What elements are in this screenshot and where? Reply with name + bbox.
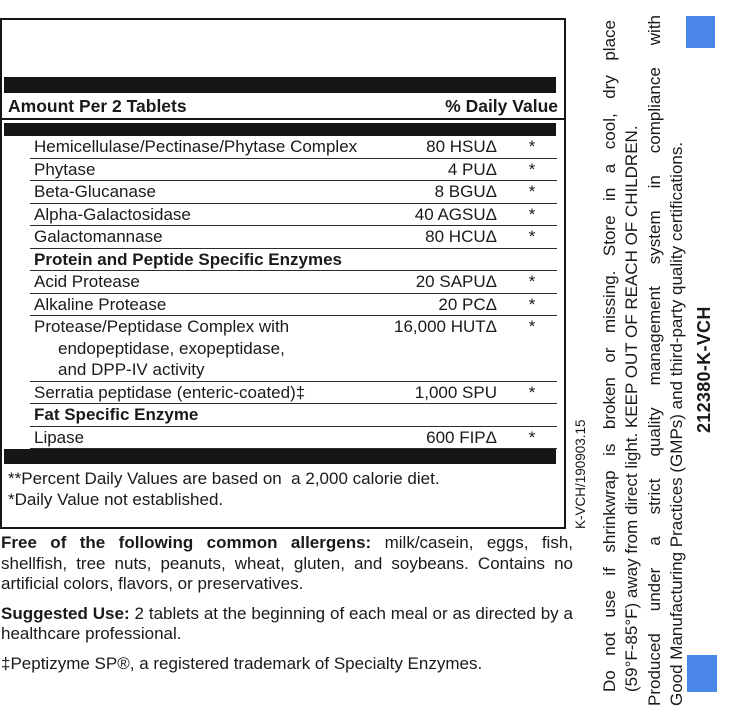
panel-top-spacer	[2, 20, 564, 77]
row-daily-value: *	[528, 182, 536, 201]
row-name: Alpha-Galactosidase	[34, 204, 191, 224]
allergen-statement-body: milk/casein, eggs, fish, shellfish, tree nuts, peanuts, wheat, gluten, and soybeans. Contains no artificial colors, flavors, or preservatives.	[1, 533, 573, 593]
row-name: Serratia peptidase (enteric-coated)‡	[34, 382, 306, 402]
suggested-use-body: 2 tablets at the beginning of each meal or as directed by a healthcare professional.	[1, 603, 573, 643]
table-row	[30, 294, 557, 317]
table-row	[30, 136, 557, 159]
label-body-text	[1, 533, 573, 674]
row-amount: 20 PCΔ	[438, 294, 497, 314]
row-daily-value: *	[528, 204, 536, 224]
side-warning-text	[599, 20, 642, 692]
row-name	[30, 316, 385, 381]
divider-bar-thick-under-header	[4, 123, 556, 136]
row-daily-value: *	[528, 272, 536, 291]
row-daily-value: *	[528, 227, 536, 246]
section-title: Protein and Peptide Specific Enzymes	[34, 249, 342, 269]
registration-mark-top	[686, 16, 715, 48]
side-quality-line2: Good Manufacturing Practices (GMPs) and third-party quality certifications.	[666, 141, 686, 706]
row-name-line3: and DPP-IV activity	[58, 360, 205, 379]
row-amount: 1,000 SPU	[414, 382, 497, 402]
table-row	[30, 181, 557, 204]
row-amount: 16,000 HUTΔ	[393, 317, 497, 336]
row-daily-value: *	[528, 317, 536, 336]
registration-mark-bottom	[687, 655, 717, 692]
part-number: 212380-K-VCH	[694, 306, 714, 433]
side-quality-text	[644, 15, 687, 706]
table-header-amount: Amount Per 2 Tablets	[8, 96, 187, 116]
suggested-use	[1, 604, 573, 645]
table-header-row	[2, 93, 564, 120]
row-name: Hemicellulase/Pectinase/Phytase Complex	[34, 137, 358, 156]
table-section-header	[30, 404, 557, 427]
allergen-statement	[1, 533, 573, 595]
row-name-line1: Protease/Peptidase Complex with	[34, 317, 290, 336]
table-footnotes	[2, 464, 564, 514]
section-title: Fat Specific Enzyme	[34, 405, 199, 424]
print-code: K-VCH/190903.15	[573, 419, 588, 529]
suggested-use-lead: Suggested Use:	[1, 603, 130, 623]
table-rows	[30, 136, 557, 449]
table-row	[30, 204, 557, 227]
table-row	[30, 427, 557, 450]
row-name: Acid Protease	[34, 272, 140, 291]
row-daily-value: *	[528, 382, 536, 402]
table-row	[30, 382, 557, 405]
row-name: Beta-Glucanase	[34, 182, 156, 201]
footnote-percent-dv: **Percent Daily Values are based on a 2,000 calorie diet.	[8, 469, 440, 488]
row-name: Lipase	[34, 427, 85, 447]
table-row	[30, 271, 557, 294]
row-name-line2: endopeptidase, exopeptidase,	[58, 338, 285, 358]
row-amount: 8 BGUΔ	[434, 182, 497, 201]
divider-bar-thick-bottom	[4, 449, 556, 464]
row-daily-value: *	[528, 159, 536, 179]
side-warning-line2: (59°F-85°F) away from direct light. KEEP OUT OF REACH OF CHILDREN.	[621, 125, 641, 692]
allergen-statement-lead: Free of the following common allergens:	[1, 533, 372, 552]
trademark-note: ‡Peptizyme SP®, a registered trademark of Specialty Enzymes.	[1, 653, 483, 673]
table-header-daily-value: % Daily Value	[445, 96, 558, 116]
table-row	[30, 226, 557, 249]
row-amount: 40 AGSUΔ	[414, 204, 497, 224]
table-row	[30, 159, 557, 182]
row-amount: 4 PUΔ	[447, 159, 497, 179]
supplement-facts-panel	[0, 18, 566, 529]
row-amount: 600 FIPΔ	[426, 427, 497, 447]
divider-bar-thick-top	[4, 77, 556, 93]
side-warning-line1: Do not use if shrinkwrap is broken or missing. Store in a cool, dry place	[600, 20, 619, 692]
row-daily-value: *	[528, 137, 536, 156]
row-daily-value: *	[528, 294, 536, 314]
row-amount: 80 HSUΔ	[426, 137, 497, 156]
side-quality-line1: Produced under a strict quality management system in compliance with	[645, 15, 664, 706]
row-name: Galactomannase	[34, 227, 163, 246]
footnote-dv-not-established: *Daily Value not established.	[8, 490, 224, 509]
table-row-multiline	[30, 316, 557, 382]
row-name: Alkaline Protease	[34, 294, 167, 314]
row-name: Phytase	[34, 159, 96, 179]
row-amount: 20 SAPUΔ	[415, 272, 497, 291]
row-amount: 80 HCUΔ	[425, 227, 497, 246]
row-daily-value: *	[528, 427, 536, 447]
table-section-header	[30, 249, 557, 272]
